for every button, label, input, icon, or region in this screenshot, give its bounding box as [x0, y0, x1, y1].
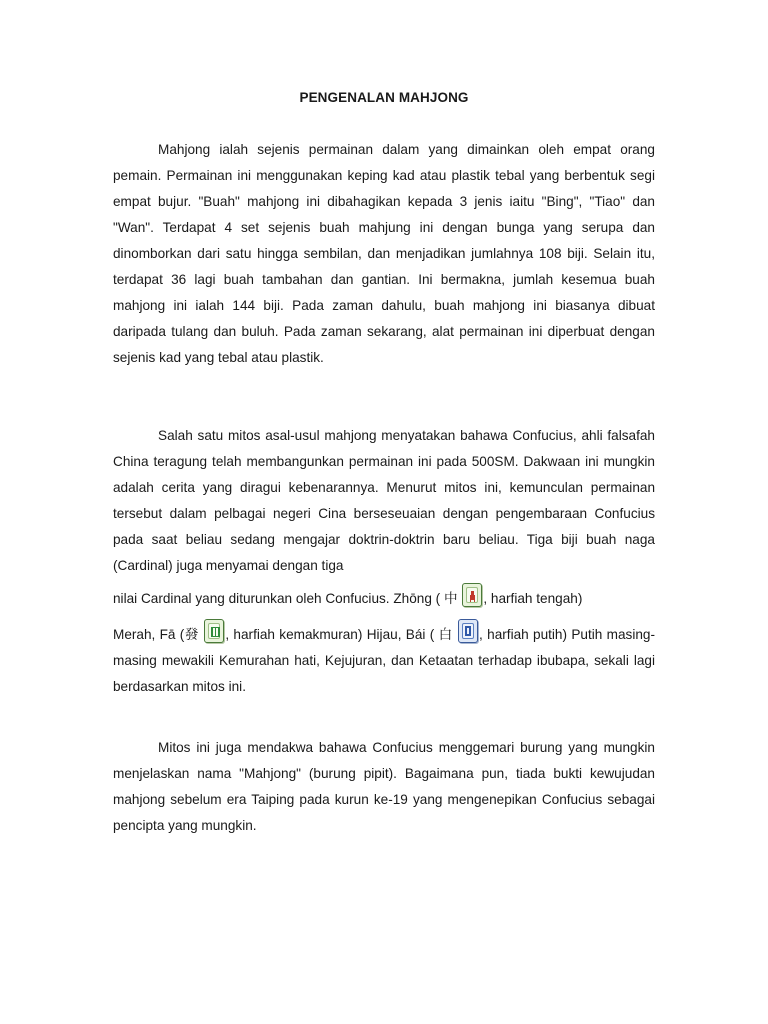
- red-dragon-tile-icon: [462, 583, 482, 607]
- paragraph-myth-text-3: [113, 627, 602, 642]
- paragraph-bird-myth: Mitos ini juga mendakwa bahawa Confucius menggemari burung yang mungkin menjelaskan nama "Mahjong" (burung pipit). Bagaimana pun, tiada bukti kewujudan mahjong sebelum era Taiping pada kurun ke-19 yang mengenepikan Confucius sebagai pencipta yang mungkin.: [113, 740, 655, 833]
- bai-text: , harfiah kemakmuran) Hijau, Bái ( 白: [225, 627, 458, 642]
- white-dragon-tile-icon: [458, 619, 478, 643]
- zhong-meaning-text: , harfiah tengah): [483, 591, 583, 606]
- paragraph-intro: Mahjong ialah sejenis permainan dalam yang dimainkan oleh empat orang pemain. Permainan ini menggunakan keping kad atau plastik tebal yang berbentuk segi empat bujur. "Buah" mahjong ini dibahagikan kepada 3 jenis iaitu "Bing", "Tiao" dan "Wan". Terdapat 4 set sejenis buah mahjung ini dengan bunga yang serupa dan dinomborkan dari satu hingga sembilan, dan menjadikan jumlahnya 108 biji. Selain itu, terdapat 36 lagi buah tambahan dan gantian. Ini bermakna, jumlah kesemua buah mahjong ini ialah 144 biji. Pada zaman dahulu, buah mahjong ini biasanya dibuat daripada tulang dan buluh. Pada zaman sekarang, alat permainan ini diperbuat dengan sejenis kad yang tebal atau plastik.: [113, 142, 655, 365]
- paragraph-myth-text-2: [113, 591, 582, 606]
- document-title: PENGENALAN MAHJONG: [299, 90, 469, 105]
- paragraph-myth-text-1: Salah satu mitos asal-usul mahjong menyatakan bahawa Confucius, ahli falsafah China teragung telah membangunkan permainan ini pada 500SM. Dakwaan ini mungkin adalah cerita yang diragui kebenarannya. Menurut mitos ini, kemunculan permainan tersebut dalam pelbagai negeri Cina berseseuaian dengan pengembaraan Confucius pada saat beliau sedang mengajar doktrin-doktrin baru beliau. Tiga biji buah naga (Cardinal) juga menyamai dengan tiga: [113, 428, 655, 573]
- zhong-text: nilai Cardinal yang diturunkan oleh Confucius. Zhōng ( 中: [113, 591, 462, 606]
- fa-text: Merah, Fā (發: [113, 627, 204, 642]
- green-dragon-tile-icon: [204, 619, 224, 643]
- bai-meaning-text: , harfiah putih) Putih: [479, 627, 603, 642]
- paragraph-myth: [113, 423, 655, 700]
- paragraph-myth-text-4: masing-masing mewakili Kemurahan hati, Kejujuran, dan Ketaatan terhadap ibubapa, sekali lagi berdasarkan mitos ini.: [113, 627, 656, 694]
